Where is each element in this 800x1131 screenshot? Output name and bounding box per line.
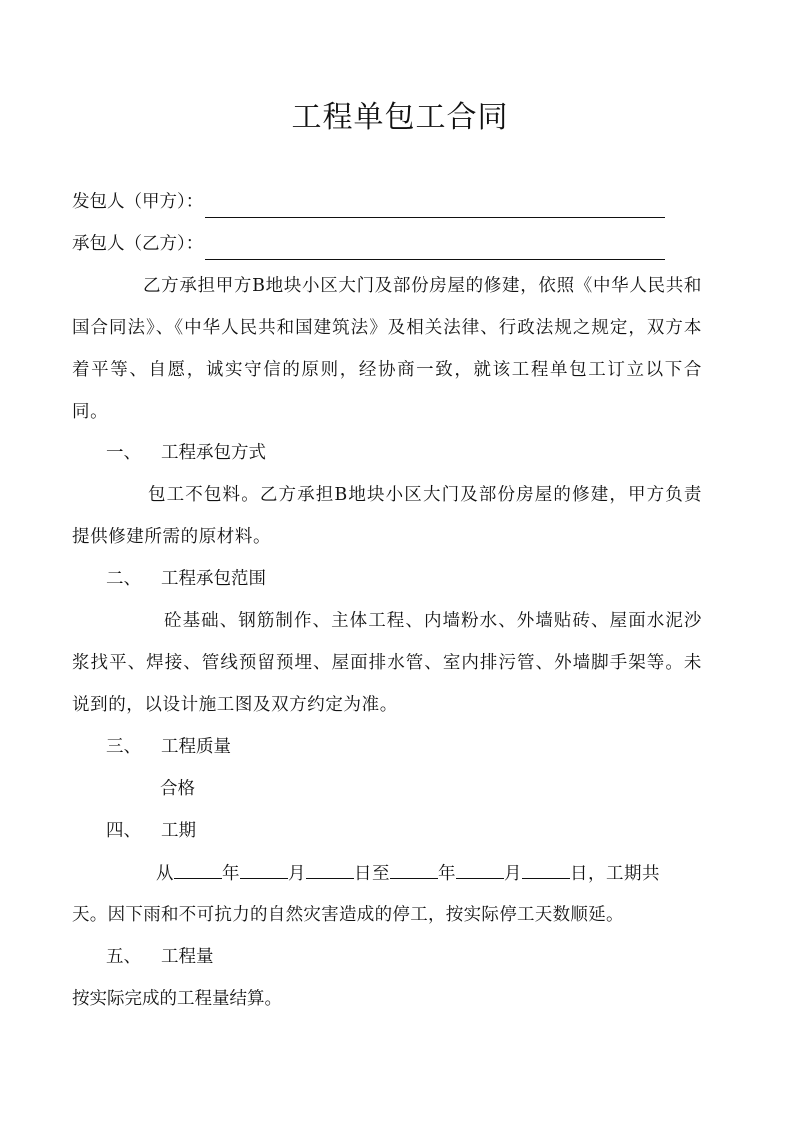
section-title: 工期 bbox=[161, 821, 196, 841]
section-body-3: 合格 bbox=[160, 779, 195, 799]
section-heading-5 bbox=[72, 942, 214, 972]
section-title: 工程承包方式 bbox=[161, 443, 266, 463]
period-year-label: 年 bbox=[222, 864, 240, 884]
period-year-label: 年 bbox=[438, 864, 456, 884]
start-year-blank bbox=[174, 858, 222, 879]
party-a-line bbox=[72, 186, 665, 218]
party-a-blank bbox=[205, 193, 665, 218]
period-month-label: 月 bbox=[288, 864, 306, 884]
start-month-blank bbox=[240, 858, 288, 879]
party-b-line bbox=[72, 228, 665, 260]
party-a-label: 发包人（甲方）： bbox=[72, 192, 204, 212]
end-month-blank bbox=[456, 858, 504, 879]
section-body-1: 包工不包料。乙方承担B地块小区大门及部份房屋的修建，甲方负责提供修建所需的原材料。 bbox=[72, 485, 702, 547]
section-number: 一、 bbox=[106, 443, 141, 463]
work-period-line bbox=[156, 858, 660, 889]
party-b-blank bbox=[205, 235, 665, 260]
section-number: 三、 bbox=[106, 737, 141, 757]
period-from-label: 从 bbox=[156, 864, 174, 884]
section-heading-2 bbox=[72, 564, 266, 594]
party-b-label: 承包人（乙方）： bbox=[72, 234, 204, 254]
section-heading-3 bbox=[72, 732, 231, 762]
period-day-to-label: 日至 bbox=[354, 864, 390, 884]
section-heading-1 bbox=[72, 438, 266, 468]
section-number: 四、 bbox=[106, 821, 141, 841]
section-title: 工程承包范围 bbox=[161, 569, 266, 589]
section-title: 工程量 bbox=[161, 947, 214, 967]
section-body-4-tail: 天。因下雨和不可抗力的自然灾害造成的停工，按实际停工天数顺延。 bbox=[72, 905, 624, 925]
end-day-blank bbox=[522, 858, 570, 879]
section-title: 工程质量 bbox=[161, 737, 231, 757]
section-body-5: 按实际完成的工程量结算。 bbox=[72, 989, 282, 1009]
section-number: 二、 bbox=[106, 569, 141, 589]
start-day-blank bbox=[306, 858, 354, 879]
page-title: 工程单包工合同 bbox=[291, 100, 509, 135]
period-day-end-label: 日，工期共 bbox=[570, 864, 660, 884]
section-heading-4 bbox=[72, 816, 196, 846]
end-year-blank bbox=[390, 858, 438, 879]
section-number: 五、 bbox=[106, 947, 141, 967]
section-body-2: 砼基础、钢筋制作、主体工程、内墙粉水、外墙贴砖、屋面水泥沙浆找平、焊接、管线预留预埋、屋面排水管、室内排污管、外墙脚手架等。未说到的，以设计施工图及双方约定为准。 bbox=[72, 611, 702, 715]
period-month-label: 月 bbox=[504, 864, 522, 884]
intro-paragraph: 乙方承担甲方B地块小区大门及部份房屋的修建，依照《中华人民共和国合同法》、《中华人民共和国建筑法》及相关法律、行政法规之规定，双方本着平等、自愿，诚实守信的原则，经协商一致，就该工程单包工订立以下合同。 bbox=[72, 276, 702, 422]
